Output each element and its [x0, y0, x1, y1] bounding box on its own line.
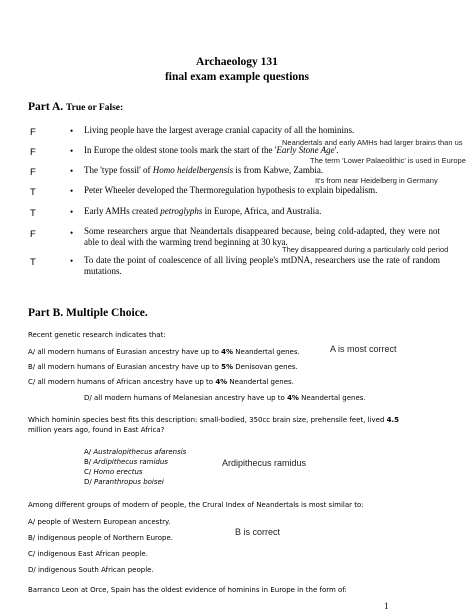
- question-stem: Barranco Leon at Orce, Spain has the oldest evidence of hominins in Europe in the form of:: [28, 586, 347, 594]
- statement-text: Peter Wheeler developed the Thermoregulation hypothesis to explain bipedalism.: [84, 185, 378, 195]
- option-a: A/ Australopithecus afarensis: [84, 448, 187, 456]
- doc-title-line2: final exam example questions: [164, 71, 310, 83]
- bullet: •: [70, 228, 74, 238]
- part-a-heading: [28, 101, 123, 113]
- bullet: •: [70, 146, 74, 156]
- answer-note: B is correct: [235, 527, 281, 537]
- bullet: •: [70, 186, 74, 196]
- answer-mark: F: [30, 229, 36, 240]
- option-a: A/ people of Western European ancestry.: [28, 518, 171, 526]
- bullet: •: [70, 166, 74, 176]
- answer-mark: T: [30, 257, 36, 268]
- statement-text: The 'type fossil' of Homo heidelbergensis is from Kabwe, Zambia.: [84, 165, 324, 175]
- question-stem: Recent genetic research indicates that:: [28, 331, 166, 339]
- answer-mark: T: [30, 208, 36, 219]
- question-stem: Among different groups of modern of people, the Crural Index of Neandertals is most similar to:: [28, 501, 364, 509]
- bullet: •: [70, 207, 74, 217]
- page-number: 1: [384, 601, 389, 611]
- option-b: B/ Ardipithecus ramidus: [84, 458, 168, 466]
- option-c: C/ indigenous East African people.: [28, 550, 148, 558]
- answer-mark: T: [30, 187, 36, 198]
- statement-text: In Europe the oldest stone tools mark the start of the 'Early Stone Age'.: [84, 145, 339, 155]
- option-d: D/ Paranthropus boisei: [84, 478, 164, 486]
- answer-mark: F: [30, 127, 36, 138]
- option-a: A/ all modern humans of Eurasian ancestry have up to 4% Neandertal genes.: [28, 348, 300, 356]
- option-d: D/ indigenous South African people.: [28, 566, 154, 574]
- answer-note: Neandertals and early AMHs had larger brains than us: [282, 138, 463, 147]
- option-b: B/ all modern humans of Eurasian ancestry have up to 5% Denisovan genes.: [28, 363, 298, 371]
- part-a-label: Part A.: [28, 101, 64, 113]
- statement-text: Early AMHs created petroglyphs in Europe, Africa, and Australia.: [84, 206, 322, 216]
- statement-text: Some researchers argue that Neandertals disappeared because, being cold-adapted, they were not able to deal with the warming trend beginning at 30 kya.: [84, 226, 440, 247]
- option-b: B/ indigenous people of Northern Europe.: [28, 534, 174, 542]
- option-d: D/ all modern humans of Melanesian ancestry have up to 4% Neandertal genes.: [84, 394, 366, 402]
- answer-note: The term 'Lower Palaeolithic' is used in Europe: [310, 156, 466, 165]
- bullet: •: [70, 126, 74, 136]
- bullet: •: [70, 256, 74, 266]
- doc-title-line1: Archaeology 131: [196, 56, 278, 68]
- part-b-heading: Part B. Multiple Choice.: [28, 307, 148, 319]
- question-stem: Which hominin species best fits this description: small-bodied, 350cc brain size, prehensile feet, lived 4.5 million years ago, found in East Africa?: [28, 416, 400, 434]
- answer-mark: F: [30, 167, 36, 178]
- answer-note: Ardipithecus ramidus: [222, 458, 307, 468]
- option-c: C/ Homo erectus: [84, 468, 143, 476]
- statement-text: To date the point of coalescence of all living people's mtDNA, researchers use the rate of random mutations.: [84, 255, 440, 276]
- answer-note: They disappeared during a particularly cold period: [282, 245, 449, 254]
- statement-text: Living people have the largest average cranial capacity of all the hominins.: [84, 125, 355, 135]
- answer-mark: F: [30, 147, 36, 158]
- option-c: C/ all modern humans of African ancestry have up to 4% Neandertal genes.: [28, 378, 294, 386]
- answer-note: It's from near Heidelberg in Germany: [315, 176, 438, 185]
- answer-note: A is most correct: [330, 344, 397, 354]
- part-a-sublabel: True or False:: [66, 103, 124, 113]
